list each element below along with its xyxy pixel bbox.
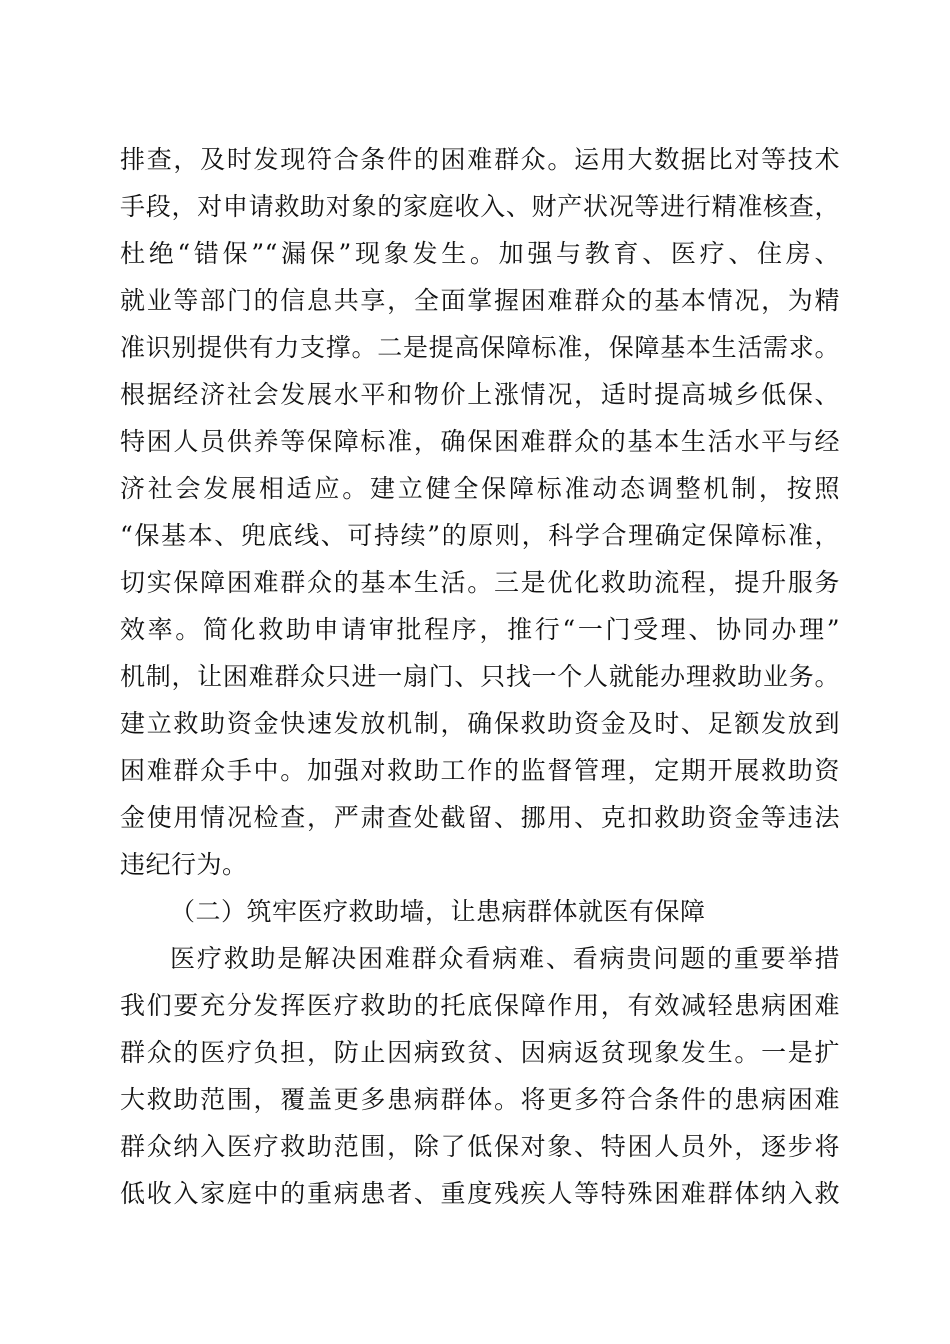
section-heading: （二）筑牢医疗救助墙，让患病群体就医有保障 [170, 897, 706, 926]
body-text-line: 就业等部门的信息共享，全面掌握困难群众的基本情况，为精 [120, 286, 840, 315]
body-text-line: 特困人员供养等保障标准，确保困难群众的基本生活水平与经 [120, 427, 840, 456]
body-text-line: 效率。简化救助申请审批程序，推行“一门受理、协同办理” [120, 615, 840, 644]
body-text-line: 排查，及时发现符合条件的困难群众。运用大数据比对等技术 [120, 145, 840, 174]
body-text-line: 建立救助资金快速发放机制，确保救助资金及时、足额发放到 [120, 709, 840, 738]
body-text-line: 杜绝“错保”“漏保”现象发生。加强与教育、医疗、住房、 [120, 239, 840, 268]
body-text-line: 低收入家庭中的重病患者、重度残疾人等特殊困难群体纳入救 [120, 1179, 840, 1208]
body-text-line: 根据经济社会发展水平和物价上涨情况，适时提高城乡低保、 [120, 380, 840, 409]
body-text-line: 困难群众手中。加强对救助工作的监督管理，定期开展救助资 [120, 756, 840, 785]
body-text-line: 济社会发展相适应。建立健全保障标准动态调整机制，按照 [120, 474, 840, 503]
paragraph-first-line: 医疗救助是解决困难群众看病难、看病贵问题的重要举措 [170, 944, 840, 973]
body-text-line: 违纪行为。 [120, 850, 248, 879]
body-text-line: 大救助范围，覆盖更多患病群体。将更多符合条件的患病困难 [120, 1085, 840, 1114]
body-text-line: “保基本、兜底线、可持续”的原则，科学合理确定保障标准， [120, 521, 840, 550]
body-text-line: 准识别提供有力支撑。二是提高保障标准，保障基本生活需求。 [120, 333, 840, 362]
body-text-line: 切实保障困难群众的基本生活。三是优化救助流程，提升服务 [120, 568, 840, 597]
body-text-line: 群众的医疗负担，防止因病致贫、因病返贫现象发生。一是扩 [120, 1038, 840, 1067]
body-text-line: 手段，对申请救助对象的家庭收入、财产状况等进行精准核查， [120, 192, 840, 221]
body-text-line: 我们要充分发挥医疗救助的托底保障作用，有效减轻患病困难 [120, 991, 840, 1020]
body-text-line: 机制，让困难群众只进一扇门、只找一个人就能办理救助业务。 [120, 662, 840, 691]
body-text-line: 群众纳入医疗救助范围，除了低保对象、特困人员外，逐步将 [120, 1132, 840, 1161]
body-text-line: 金使用情况检查，严肃查处截留、挪用、克扣救助资金等违法 [120, 803, 840, 832]
